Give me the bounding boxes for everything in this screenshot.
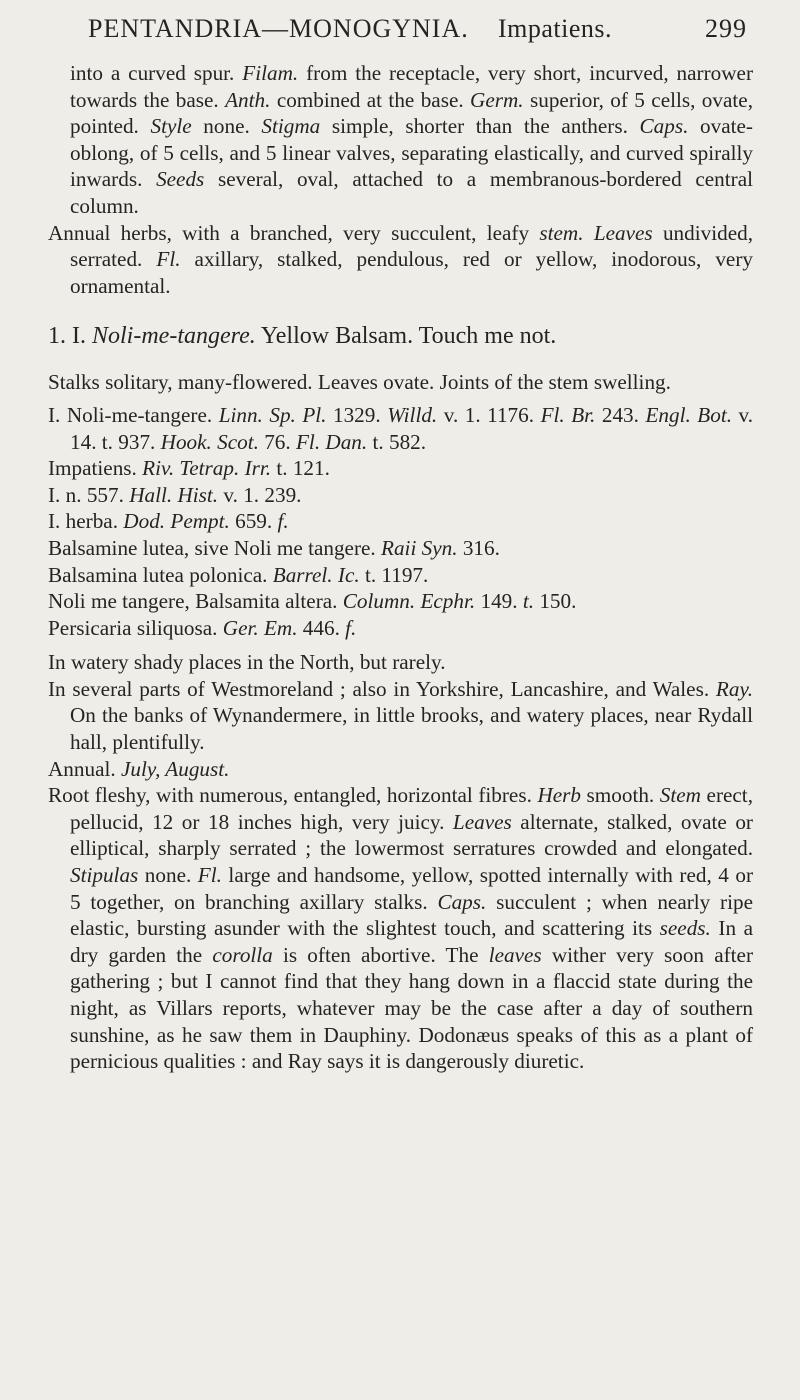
text-run: none. — [138, 863, 198, 888]
italic-text-run: f. — [345, 615, 357, 640]
italic-text-run: Riv. Tetrap. Irr. — [142, 456, 272, 481]
text-run: v. 1. 1176. — [437, 402, 541, 427]
synonym-line — [48, 455, 753, 482]
italic-text-run: Seeds — [156, 167, 205, 192]
text-run: 659. — [229, 509, 278, 534]
synonymy-list — [48, 402, 753, 641]
text-run: wither very soon after gathering ; but I cannot find that they hang down in a flaccid state during the night, as Villars reports, whatever may be the case after a day of southern sunshine, as he saw them in Dauphiny. Dodonæus speaks of this as a plant of pernicious qualities : and Ray says it is dangerously diuretic. — [70, 942, 754, 1074]
italic-text-run: Leaves — [452, 809, 512, 834]
text-run: t. 582. — [367, 429, 427, 454]
synonym-line — [48, 588, 753, 615]
text-run: smooth. — [580, 783, 660, 808]
species-heading — [48, 321, 753, 351]
text-run: Annual. — [48, 756, 121, 781]
italic-text-run: Style — [150, 114, 192, 139]
duration-flowering — [48, 756, 753, 783]
italic-text-run: Engl. Bot. — [645, 402, 732, 427]
text-run: I. herba. — [48, 509, 124, 534]
synonym-line — [48, 535, 753, 562]
italic-text-run: Anth. — [225, 87, 271, 112]
italic-text-run: Ger. Em. — [222, 615, 298, 640]
text-run: 76. — [258, 429, 296, 454]
text-run: Balsamina lutea polonica. — [48, 562, 273, 587]
italic-text-run: Herb — [537, 783, 581, 808]
text-run: none. — [191, 114, 262, 139]
habitat — [48, 649, 753, 676]
italic-text-run: Fl. — [156, 247, 181, 272]
text-run: In a dry garden the — [70, 916, 753, 967]
italic-text-run: Germ. — [470, 87, 524, 112]
text-run: large and handsome, yellow, spotted internally with red, 4 or 5 together, on branching axillary stalks. — [70, 863, 753, 914]
text-run: 446. — [297, 615, 346, 640]
text-run: 150. — [534, 589, 577, 614]
text-run: 1. I. — [48, 323, 92, 350]
synonym-line — [48, 402, 753, 455]
text-run: into a curved spur. — [70, 61, 243, 85]
text-run: superior, of 5 cells, ovate, pointed. — [70, 87, 753, 139]
text-run: 149. — [475, 589, 523, 614]
text-run: Balsamine lutea, sive Noli me tangere. — [48, 535, 382, 560]
text-run: t. 1197. — [359, 562, 429, 587]
header-genus: Impatiens. — [498, 14, 613, 43]
italic-text-run: seeds. — [659, 916, 711, 941]
text-run: is often abortive. The — [272, 942, 489, 967]
header-title: PENTANDRIA—MONOGYNIA. — [88, 14, 469, 43]
synonym-line — [48, 508, 753, 535]
italic-text-run: Hall. Hist. — [129, 482, 219, 507]
italic-text-run: stem. — [539, 220, 584, 245]
italic-text-run: Ray. — [715, 676, 753, 701]
text-run: 316. — [457, 535, 500, 560]
italic-text-run: Raii Syn. — [381, 535, 458, 560]
text-run: t. 121. — [271, 456, 330, 481]
text-run: axillary, stalked, pendulous, red or yellow, inodorous, very ornamental. — [70, 247, 753, 298]
genus-description — [48, 60, 753, 220]
italic-text-run: t. — [522, 589, 535, 614]
synonym-line — [48, 562, 753, 589]
text-run: I. Noli-me-tangere. — [48, 402, 219, 427]
text-run: In watery shady places in the North, but rarely. — [48, 650, 446, 675]
italic-text-run: Stem — [659, 783, 701, 808]
italic-text-run: Filam. — [242, 61, 299, 85]
species-description — [48, 782, 753, 1075]
text-run: Stalks solitary, many-flowered. Leaves ovate. Joints of the stem swelling. — [48, 370, 671, 395]
italic-text-run: Willd. — [387, 402, 438, 427]
text-run: combined at the base. — [270, 87, 471, 112]
italic-text-run: Barrel. Ic. — [272, 562, 360, 587]
text-run: Persicaria siliquosa. — [48, 615, 223, 640]
italic-text-run: Stipulas — [70, 863, 139, 888]
italic-text-run: leaves — [488, 942, 542, 967]
italic-text-run: Dod. Pempt. — [123, 509, 230, 534]
text-run: 243. — [595, 402, 646, 427]
italic-text-run: July, August. — [120, 756, 230, 781]
text-run: from the receptacle, very short, incurved, narrower towards the base. — [70, 61, 753, 112]
text-run: On the banks of Wynandermere, in little brooks, and watery places, near Rydall hall, plentifully. — [70, 703, 753, 755]
italic-text-run: Fl. — [197, 863, 222, 888]
text-run: Yellow Balsam. Touch me not. — [255, 323, 557, 350]
text-run: ovate-oblong, of 5 cells, and 5 linear valves, separating elastically, and curved spirally inwards. — [70, 114, 753, 192]
text-run — [584, 221, 594, 245]
localities — [48, 676, 753, 756]
page-number: 299 — [705, 14, 747, 43]
genus-habit — [48, 220, 753, 300]
text-run: Annual herbs, with a branched, very succulent, leafy — [48, 220, 540, 245]
text-run: v. 14. t. 937. — [70, 402, 754, 454]
italic-text-run: Leaves — [593, 220, 653, 245]
text-run: alternate, stalked, ovate or elliptical, sharply serrated ; the lowermost serratures crowded and elongated. — [70, 809, 753, 861]
text-run: Noli me tangere, Balsamita altera. — [48, 589, 343, 614]
text-run: 1329. — [326, 402, 388, 427]
text-run: v. 1. 239. — [218, 482, 302, 507]
italic-text-run: Caps. — [639, 114, 689, 139]
text-run: Root fleshy, with numerous, entangled, horizontal fibres. — [48, 783, 538, 808]
specific-character — [48, 369, 753, 396]
synonym-line — [48, 482, 753, 509]
italic-text-run: Fl. Br. — [540, 402, 596, 427]
text-run: Impatiens. — [48, 456, 143, 481]
text-run: succulent ; when nearly ripe elastic, bursting asunder with the slightest touch, and scattering its — [70, 889, 754, 941]
italic-text-run: corolla — [212, 942, 273, 967]
page-body — [48, 60, 753, 1075]
italic-text-run: Linn. Sp. Pl. — [218, 402, 327, 427]
italic-text-run: Noli-me-tangere. — [92, 323, 256, 350]
italic-text-run: Column. Ecphr. — [342, 589, 476, 614]
synonym-line — [48, 615, 753, 642]
text-run: erect, pellucid, 12 or 18 inches high, very juicy. — [70, 783, 753, 834]
text-run: simple, shorter than the anthers. — [320, 114, 640, 139]
text-run: undivided, serrated. — [70, 220, 754, 272]
text-run: several, oval, attached to a membranous-bordered central column. — [70, 167, 753, 218]
text-run: I. n. 557. — [48, 482, 130, 507]
italic-text-run: Fl. Dan. — [295, 429, 368, 454]
italic-text-run: f. — [277, 509, 289, 534]
text-run: In several parts of Westmoreland ; also in Yorkshire, Lancashire, and Wales. — [48, 676, 716, 701]
italic-text-run: Hook. Scot. — [160, 429, 259, 454]
italic-text-run: Stigma — [261, 114, 321, 139]
italic-text-run: Caps. — [437, 889, 487, 914]
